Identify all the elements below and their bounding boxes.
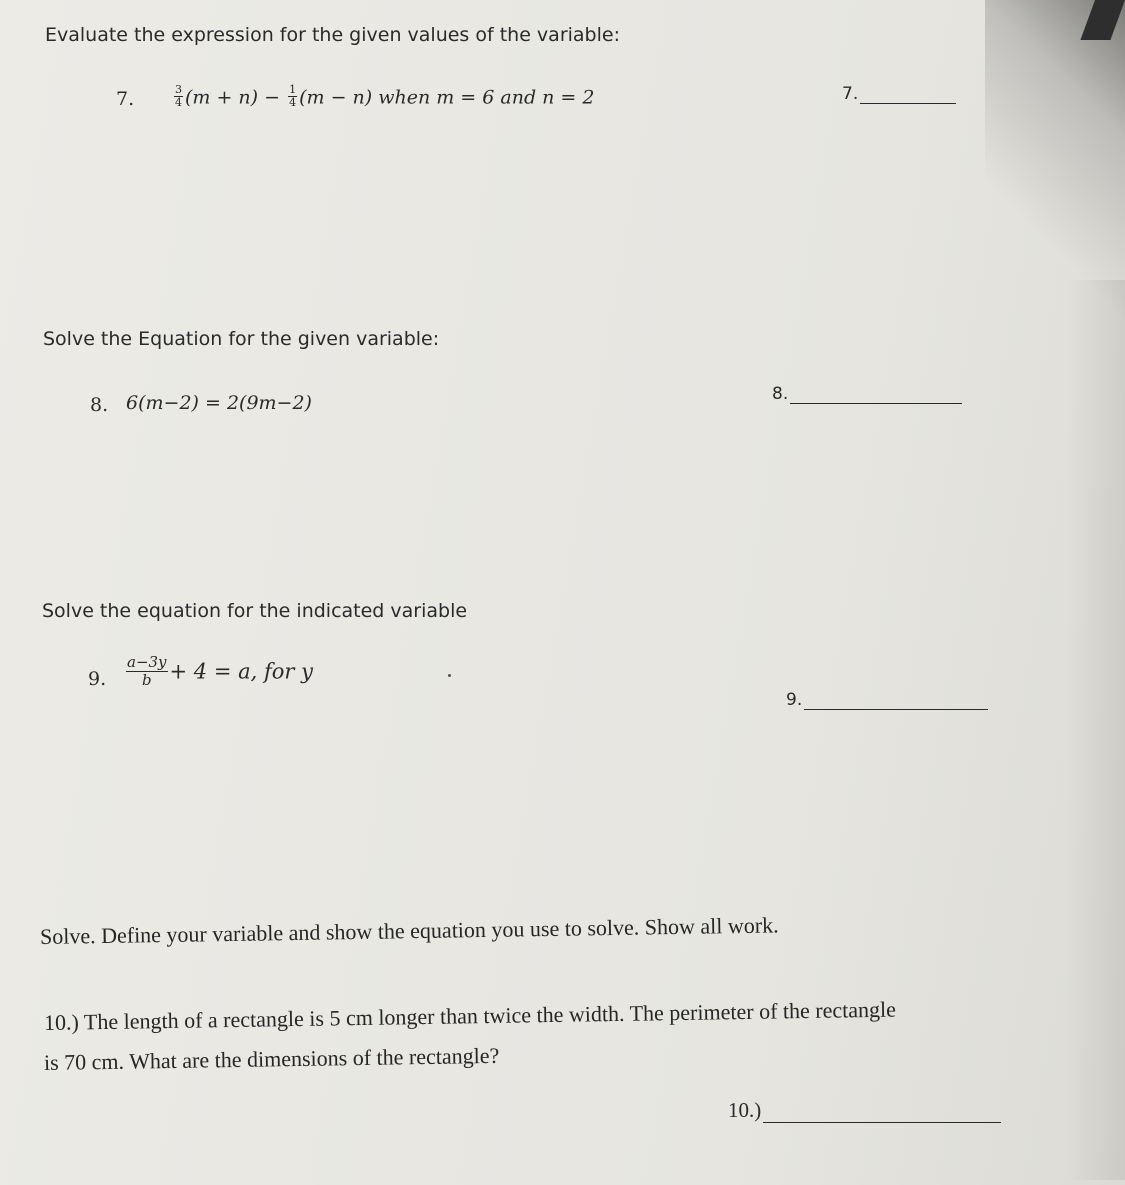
equation-rest: + 4 = a, for y xyxy=(169,659,313,684)
answer-blank-7[interactable] xyxy=(842,84,956,104)
question-9-equation xyxy=(124,653,313,691)
section-heading-indicated-variable: Solve the equation for the indicated variable xyxy=(42,600,468,622)
expression-part-1: (m + n) − xyxy=(185,86,281,109)
answer-label-9: 9. xyxy=(786,690,803,710)
section-heading-evaluate: Evaluate the expression for the given values of the variable: xyxy=(45,24,620,46)
question-number-8: 8. xyxy=(90,394,109,416)
stray-mark xyxy=(448,674,451,677)
fraction-one-quarter: $\frac{1}{4}$ xyxy=(289,83,297,109)
answer-line-8[interactable] xyxy=(790,385,962,404)
answer-label-7: 7. xyxy=(842,84,859,104)
question-7-expression xyxy=(172,83,595,111)
answer-label-10: 10.) xyxy=(728,1098,762,1122)
expression-part-2: (m − n) when m = 6 and n = 2 xyxy=(299,86,595,109)
answer-label-8: 8. xyxy=(772,384,789,404)
answer-line-7[interactable] xyxy=(860,85,956,104)
question-number-9: 9. xyxy=(88,668,107,690)
fraction-a-minus-3y-over-b: $\frac{a-3y}{b}$ xyxy=(127,653,167,689)
question-8-equation: 6(m−2) = 2(9m−2) xyxy=(126,392,312,414)
answer-blank-10[interactable] xyxy=(728,1098,1001,1123)
question-number-7: 7. xyxy=(116,88,135,110)
section-heading-word-problem: Solve. Define your variable and show the equation you use to solve. Show all work. xyxy=(39,912,779,949)
question-10-line-2: is 70 cm. What are the dimensions of the rectangle? xyxy=(43,1042,500,1075)
question-10-line-1: 10.) The length of a rectangle is 5 cm longer than twice the width. The perimeter of the rectangle xyxy=(43,996,897,1035)
fraction-three-quarters: $\frac{3}{4}$ xyxy=(175,83,182,109)
shadow-right xyxy=(1065,280,1125,1180)
answer-blank-8[interactable] xyxy=(772,384,962,404)
answer-blank-9[interactable] xyxy=(786,690,988,710)
shadow xyxy=(985,0,1125,320)
answer-line-10[interactable] xyxy=(763,1102,1001,1123)
section-heading-solve-equation: Solve the Equation for the given variable: xyxy=(43,328,440,350)
answer-line-9[interactable] xyxy=(804,691,988,710)
